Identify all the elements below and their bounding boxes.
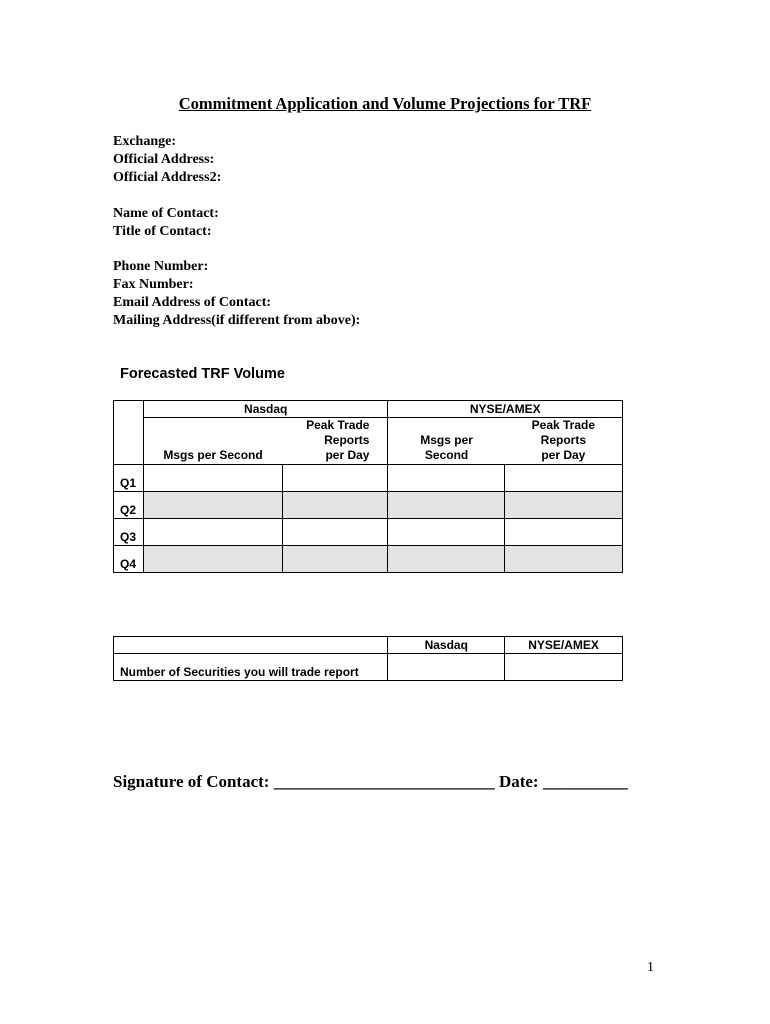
input-cell[interactable] <box>143 465 282 492</box>
row-label-q3: Q3 <box>114 519 144 546</box>
securities-table <box>113 636 623 681</box>
contact-name-label: Name of Contact: <box>113 206 219 221</box>
signature-date-line: Signature of Contact: __________________________ Date: __________ <box>113 772 628 791</box>
col-header-nyse-msgs <box>388 418 505 465</box>
col-header-nasdaq-peak-line3: per Day <box>325 448 370 462</box>
input-cell[interactable] <box>143 546 282 573</box>
exchange-label: Exchange: <box>113 134 176 149</box>
col-header-nyse-peak-line3: per Day <box>541 448 586 462</box>
table-row <box>114 465 623 492</box>
securities-col-nasdaq: Nasdaq <box>388 637 505 654</box>
securities-col-nyse: NYSE/AMEX <box>505 637 623 654</box>
input-cell[interactable] <box>143 492 282 519</box>
input-cell[interactable] <box>388 654 505 681</box>
input-cell[interactable] <box>505 519 623 546</box>
col-header-nasdaq-peak <box>282 418 388 465</box>
email-address-label: Email Address of Contact: <box>113 295 272 310</box>
table-row <box>114 519 623 546</box>
fax-number-label: Fax Number: <box>113 277 194 292</box>
forecast-section-title: Forecasted TRF Volume <box>120 366 285 382</box>
table-row <box>114 546 623 573</box>
col-header-nyse-msgs-line1: Msgs per <box>420 433 473 447</box>
volume-table <box>113 400 623 573</box>
input-cell[interactable] <box>282 492 388 519</box>
official-address2-label: Official Address2: <box>113 170 222 185</box>
row-label-q1: Q1 <box>114 465 144 492</box>
page-title: Commitment Application and Volume Projections for TRF <box>178 94 592 113</box>
securities-row-label: Number of Securities you will trade report <box>114 654 388 681</box>
input-cell[interactable] <box>505 492 623 519</box>
input-cell[interactable] <box>388 465 505 492</box>
mailing-address-label: Mailing Address(if different from above): <box>113 313 361 328</box>
phone-number-label: Phone Number: <box>113 259 209 274</box>
table-row <box>114 654 623 681</box>
input-cell[interactable] <box>388 492 505 519</box>
input-cell[interactable] <box>388 546 505 573</box>
official-address-label: Official Address: <box>113 152 215 167</box>
securities-header-blank <box>114 637 388 654</box>
input-cell[interactable] <box>505 654 623 681</box>
col-header-nasdaq-peak-line2: Reports <box>324 433 370 447</box>
row-label-q2: Q2 <box>114 492 144 519</box>
page-number: 1 <box>647 960 654 975</box>
col-header-nyse-peak-line1: Peak Trade <box>531 418 596 432</box>
col-header-nyse-peak <box>505 418 623 465</box>
row-label-q4: Q4 <box>114 546 144 573</box>
input-cell[interactable] <box>505 465 623 492</box>
col-header-nyse-msgs-line2: Second <box>424 448 469 462</box>
input-cell[interactable] <box>282 465 388 492</box>
corner-cell <box>114 401 144 465</box>
col-header-nasdaq-peak-line1: Peak Trade <box>306 418 370 432</box>
input-cell[interactable] <box>143 519 282 546</box>
group-header-nyse: NYSE/AMEX <box>388 401 623 418</box>
group-header-nasdaq: Nasdaq <box>143 401 388 418</box>
input-cell[interactable] <box>282 546 388 573</box>
table-row <box>114 492 623 519</box>
input-cell[interactable] <box>505 546 623 573</box>
col-header-nyse-peak-line2: Reports <box>540 433 587 447</box>
contact-title-label: Title of Contact: <box>113 224 212 239</box>
input-cell[interactable] <box>282 519 388 546</box>
input-cell[interactable] <box>388 519 505 546</box>
col-header-nasdaq-msgs: Msgs per Second <box>143 418 282 465</box>
